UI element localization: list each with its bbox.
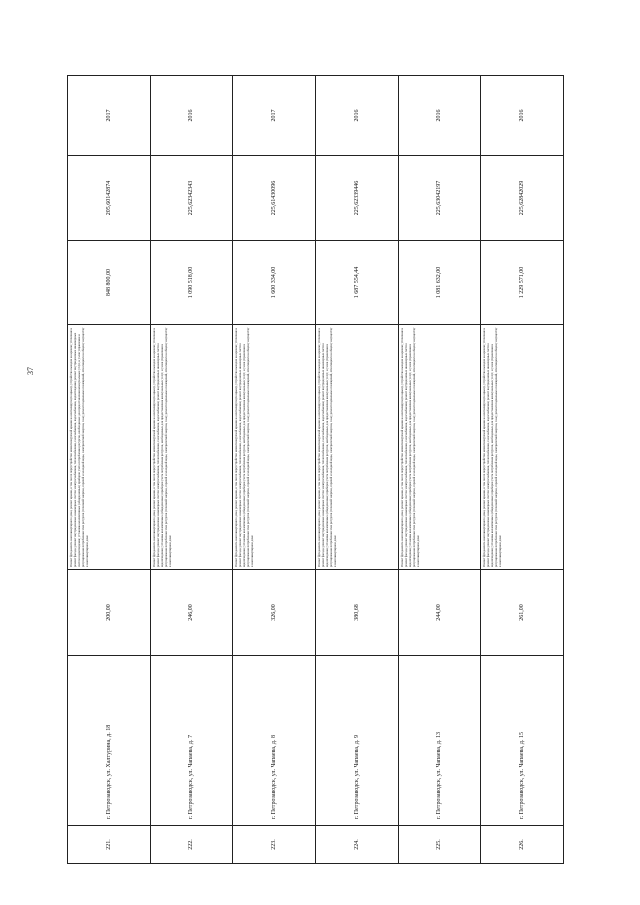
- table-row: [150, 76, 233, 864]
- address-cell: г. Петрозаводск, ул. Чапаева, д. 9: [315, 656, 398, 826]
- row-number: 226.: [481, 826, 564, 864]
- works-description-cell: Ремонт фундамента многоквартирного дома; ремонт крыши, в том числе переустройство невентилируемой крыши на вентилируемую крышу, устройство выходов на кровлю; утепление и ремонт фасада; ремонт внутридомовых инженерных систем электроснабжения, теплоснабжения, газоснабжения, водоснабжения; ремонт внутридомовых инженерных систем водоотведения; установка коллективных (общедомовых) приборов учета потребления ресурсов, необходимых для предоставления коммунальных услуг, и узлов управления и регулирования потребления этих ресурсов (тепловой энергии, горячей и холодной воды, электрической энергии, газа); ремонт подвальных помещений, относящихся к общему имуществу в многоквартирном доме: [233, 325, 316, 570]
- year-cell: 2016: [150, 76, 233, 156]
- cost-cell: 848 800,00: [68, 241, 151, 325]
- cost-cell: 1 687 554,44: [315, 241, 398, 325]
- works-description-cell: Ремонт фундамента многоквартирного дома; ремонт крыши, в том числе переустройство невентилируемой крыши на вентилируемую крышу, устройство выходов на кровлю; утепление и ремонт фасада; ремонт внутридомовых инженерных систем электроснабжения, теплоснабжения, газоснабжения, водоснабжения; ремонт внутридомовых инженерных систем водоотведения; установка коллективных (общедомовых) приборов учета потребления ресурсов, необходимых для предоставления коммунальных услуг, и узлов управления и регулирования потребления этих ресурсов (тепловой энергии, горячей и холодной воды, электрической энергии, газа); ремонт подвальных помещений, относящихся к общему имуществу в многоквартирном доме: [150, 325, 233, 570]
- year-cell: 2017: [233, 76, 316, 156]
- area-cell: 326,00: [233, 570, 316, 656]
- table-row: [233, 76, 316, 864]
- year-cell: 2016: [398, 76, 481, 156]
- row-number: 223.: [233, 826, 316, 864]
- unit-cost-cell: 225,62842029: [481, 156, 564, 241]
- area-cell: 380,68: [315, 570, 398, 656]
- row-number: 225.: [398, 826, 481, 864]
- capital-repair-table: [67, 75, 564, 864]
- unit-cost-cell: 225,61430096: [233, 156, 316, 241]
- address-cell: г. Петрозаводск, ул. Чапаева, д. 15: [481, 656, 564, 826]
- cost-cell: 1 090 518,00: [150, 241, 233, 325]
- table-row: [315, 76, 398, 864]
- unit-cost-cell: 225,62339446: [315, 156, 398, 241]
- rotated-table-container: [67, 76, 564, 864]
- works-description-cell: Ремонт фундамента многоквартирного дома; ремонт крыши, в том числе переустройство невентилируемой крыши на вентилируемую крышу, устройство выходов на кровлю; утепление и ремонт фасада; ремонт внутридомовых инженерных систем электроснабжения, теплоснабжения, газоснабжения, водоснабжения; ремонт внутридомовых инженерных систем водоотведения; установка коллективных (общедомовых) приборов учета потребления ресурсов, необходимых для предоставления коммунальных услуг, и узлов управления и регулирования потребления этих ресурсов (тепловой энергии, горячей и холодной воды, электрической энергии, газа); ремонт подвальных помещений, относящихся к общему имуществу в многоквартирном доме: [398, 325, 481, 570]
- area-cell: 244,00: [398, 570, 481, 656]
- row-number: 222.: [150, 826, 233, 864]
- row-number: 221.: [68, 826, 151, 864]
- cost-cell: 1 600 334,00: [233, 241, 316, 325]
- page-number: 37: [26, 367, 35, 375]
- table-row: [481, 76, 564, 864]
- cost-cell: 1 229 571,00: [481, 241, 564, 325]
- year-cell: 2017: [68, 76, 151, 156]
- unit-cost-cell: 225,63042197: [398, 156, 481, 241]
- works-description-cell: Ремонт фундамента многоквартирного дома; ремонт крыши, в том числе переустройство невентилируемой крыши на вентилируемую крышу, устройство выходов на кровлю; утепление и ремонт фасада; ремонт внутридомовых инженерных систем электроснабжения, теплоснабжения, газоснабжения, водоснабжения; ремонт внутридомовых инженерных систем водоотведения; установка коллективных (общедомовых) приборов учета потребления ресурсов, необходимых для предоставления коммунальных услуг, и узлов управления и регулирования потребления этих ресурсов (тепловой энергии, горячей и холодной воды, электрической энергии, газа); ремонт подвальных помещений, относящихся к общему имуществу в многоквартирном доме: [315, 325, 398, 570]
- area-cell: 261,00: [481, 570, 564, 656]
- table-row: [398, 76, 481, 864]
- address-cell: г. Петрозаводск, ул. Чапаева, д. 7: [150, 656, 233, 826]
- address-cell: г. Петрозаводск, ул. Халтурина, д. 18: [68, 656, 151, 826]
- unit-cost-cell: 205,60142874: [68, 156, 151, 241]
- table-row: [68, 76, 151, 864]
- cost-cell: 1 081 632,00: [398, 241, 481, 325]
- works-description-cell: Ремонт фундамента многоквартирного дома; ремонт крыши, в том числе переустройство невентилируемой крыши на вентилируемую крышу, устройство выходов на кровлю; утепление и ремонт фасада; ремонт внутридомовых инженерных систем электроснабжения, теплоснабжения, газоснабжения, водоснабжения; ремонт внутридомовых инженерных систем водоотведения; установка коллективных (общедомовых) приборов учета потребления ресурсов, необходимых для предоставления коммунальных услуг, и узлов управления и регулирования потребления этих ресурсов (тепловой энергии, горячей и холодной воды, электрической энергии, газа); ремонт подвальных помещений, относящихся к общему имуществу в многоквартирном доме: [481, 325, 564, 570]
- area-cell: 246,00: [150, 570, 233, 656]
- address-cell: г. Петрозаводск, ул. Чапаева, д. 13: [398, 656, 481, 826]
- unit-cost-cell: 225,62342343: [150, 156, 233, 241]
- area-cell: 200,00: [68, 570, 151, 656]
- year-cell: 2016: [315, 76, 398, 156]
- year-cell: 2016: [481, 76, 564, 156]
- works-description-cell: Ремонт фундамента многоквартирного дома; ремонт крыши, в том числе переустройство невентилируемой крыши на вентилируемую крышу, устройство выходов на кровлю; утепление и ремонт фасада; ремонт внутридомовых инженерных систем электроснабжения, теплоснабжения, газоснабжения, водоснабжения, водоотведения; ремонт внутридомовых инженерных систем водоотведения; установка коллективных (общедомовых) приборов учета потребления ресурсов, необходимых для предоставления коммунальных услуг, и узлов управления и регулирования потребления этих ресурсов (тепловой энергии, горячей и холодной воды, электрической энергии, газа); ремонт подвальных помещений, относящихся к общему имуществу в многоквартирном доме: [68, 325, 151, 570]
- row-number: 224.: [315, 826, 398, 864]
- address-cell: г. Петрозаводск, ул. Чапаева, д. 8: [233, 656, 316, 826]
